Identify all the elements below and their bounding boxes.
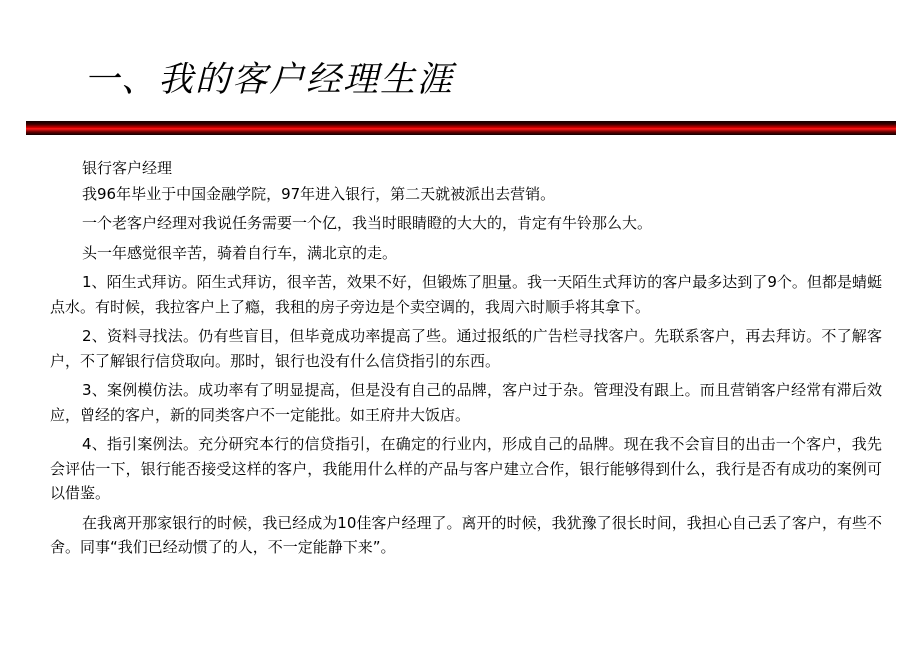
- body-paragraph: 我96年毕业于中国金融学院，97年进入银行，第二天就被派出去营销。: [82, 184, 556, 203]
- closing-paragraph: 在我离开那家银行的时候，我已经成为10佳客户经理了。离开的时候，我犹豫了很长时间，我担心自己丢了客户，有些不舍。同事“我们已经动惯了的人，不一定能静下来”。: [50, 513, 882, 556]
- slide-title: 一、我的客户经理生涯: [84, 60, 455, 100]
- body-paragraph: 一个老客户经理对我说任务需要一个亿，我当时眼睛瞪的大大的，肯定有牛铃那么大。: [82, 214, 653, 232]
- method-4-paragraph: 4、指引案例法。充分研究本行的信贷指引，在确定的行业内，形成自己的品牌。现在我不会盲目的出击一个客户，我先会评估一下，银行能否接受这样的客户，我能用什么样的产品与客户建立合作，银行能够得到什么，我行是否有成功的案例可以借鉴。: [50, 435, 882, 502]
- method-1-paragraph: 1、陌生式拜访。陌生式拜访，很辛苦，效果不好，但锻炼了胆量。我一天陌生式拜访的客户最多达到了9个。但都是蜻蜓点水。有时候，我拉客户上了瘾，我租的房子旁边是个卖空调的，我周六时顺手将其拿下。: [50, 273, 882, 316]
- body-paragraph: 头一年感觉很辛苦，骑着自行车，满北京的走。: [82, 243, 398, 262]
- slide-body: [50, 156, 882, 565]
- title-divider-bar: [26, 121, 896, 135]
- method-3-paragraph: 3、案例模仿法。成功率有了明显提高，但是没有自己的品牌，客户过于杂。管理没有跟上。而且营销客户经常有滞后效应，曾经的客户，新的同类客户不一定能批。如王府井大饭店。: [50, 381, 882, 424]
- method-2-paragraph: 2、资料寻找法。仍有些盲目，但毕竟成功率提高了些。通过报纸的广告栏寻找客户。先联系客户，再去拜访。不了解客户，不了解银行信贷取向。那时，银行也没有什么信贷指引的东西。: [50, 327, 882, 370]
- section-heading: 银行客户经理: [82, 159, 173, 177]
